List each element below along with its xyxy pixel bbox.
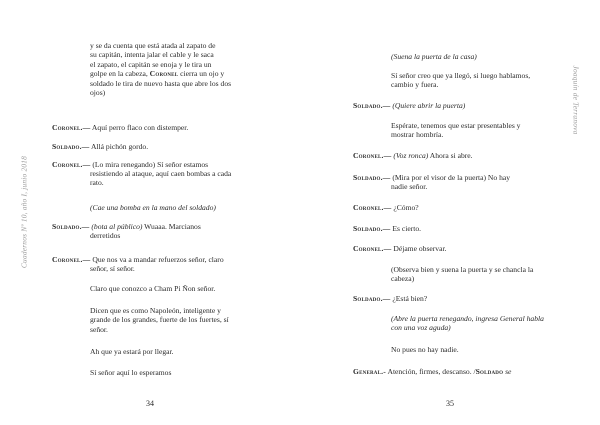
speaker-name: Soldado.— [52, 222, 90, 231]
dialogue-line: Soldado.— (Mira por el visor de la puerta) No hay [353, 173, 511, 182]
dialogue-line: Soldado.— (bota al público) Wuaaa. Marcianos [52, 222, 201, 231]
continued-stage-direction: y se da cuenta que está atada al zapato de su capitán, intenta jalar el cable y le saca el zapato, el capitán se enoja y le tira un golpe en la cabeza, Coronel cierra un ojo y soldado le tira de nuevo hasta que abre los dos ojos) [90, 41, 232, 98]
dialogue-paragraph: Claro que conozco a Cham Pi Ñon señor. [90, 284, 216, 293]
speaker-name: Soldado.— [353, 173, 391, 182]
page-number-left: 34 [146, 399, 154, 408]
speaker-name: Soldado.— [353, 294, 391, 303]
dialogue-paragraph: Espérate, tenemos que estar presentables y mostrar hombría. [391, 121, 521, 140]
stage-direction: (Abre la puerta renegando, ingresa General habla con una voz aguda) [391, 314, 544, 333]
dialogue-continuation: señor, sí señor. [90, 264, 135, 273]
speaker-name: Coronel.— [52, 255, 91, 264]
dialogue-continuation: derretidos [90, 231, 121, 240]
dialogue-continuation: resistiendo al ataque, aquí caen bombas a cada rato. [90, 169, 232, 188]
dialogue-line: Soldado.— Allá pichón gordo. [52, 142, 149, 151]
dialogue-line: Soldado.— ¿Está bien? [353, 294, 428, 303]
stage-direction: (Suena la puerta de la casa) [391, 52, 477, 61]
dialogue-line: Soldado.— (Quiere abrir la puerta) [353, 101, 466, 110]
dialogue-paragraph: No pues no hay nadie. [391, 345, 459, 354]
dialogue-line: Coronel.— ¿Cómo? [353, 203, 419, 212]
speaker-name: Soldado.— [52, 142, 90, 151]
dialogue-continuation: nadie señor. [391, 182, 428, 191]
speaker-name: Coronel.— [353, 203, 392, 212]
speaker-name: Soldado [475, 367, 504, 376]
speaker-name: Coronel.— [52, 160, 91, 169]
running-head-right: Joaquín de Terranova [571, 65, 581, 135]
dialogue-line: Soldado.— Es cierto. [353, 224, 422, 233]
dialogue-line: Coronel.— (Voz ronca) Ahora si abre. [353, 151, 473, 160]
speaker-name: Coronel.— [353, 151, 392, 160]
dialogue-paragraph: Dicen que es como Napoleón, inteligente y grande de los grandes, fuerte de los fuertes, sí señor. [90, 306, 229, 334]
dialogue-line: Coronel.— Que nos va a mandar refuerzos señor, claro [52, 255, 224, 264]
running-head-left: Cuadernos Nº 10, año I, junio 2018 [19, 155, 29, 269]
speaker-name: Coronel.— [353, 244, 392, 253]
speaker-name: Soldado.— [353, 101, 391, 110]
speaker-name: General.- [353, 367, 386, 376]
dialogue-paragraph: Sí señor aquí lo esperamos [90, 368, 172, 377]
speaker-name: Soldado.— [353, 224, 391, 233]
stage-direction: (Cae una bomba en la mano del soldado) [90, 203, 216, 212]
speaker-name: Coronel [149, 69, 179, 79]
stage-direction: (Observa bien y suena la puerta y se chancla la cabeza) [391, 265, 534, 284]
dialogue-line: Coronel.— Aquí perro flaco con distemper. [52, 123, 189, 132]
right-page [300, 0, 600, 425]
dialogue-paragraph: Sí señor creo que ya llegó, si luego hablamos, cambio y fuera. [391, 71, 531, 90]
page-number-right: 35 [446, 399, 454, 408]
dialogue-line: Coronel.— Déjame observar. [353, 244, 447, 253]
speaker-name: Coronel.— [52, 123, 91, 132]
dialogue-paragraph: Ah que ya estará por llegar. [90, 347, 174, 356]
dialogue-line: General.- Atención, firmes, descanso. /Soldado se [353, 367, 512, 376]
dialogue-line: Coronel.— (Lo mira renegando) Sí señor estamos [52, 160, 209, 169]
